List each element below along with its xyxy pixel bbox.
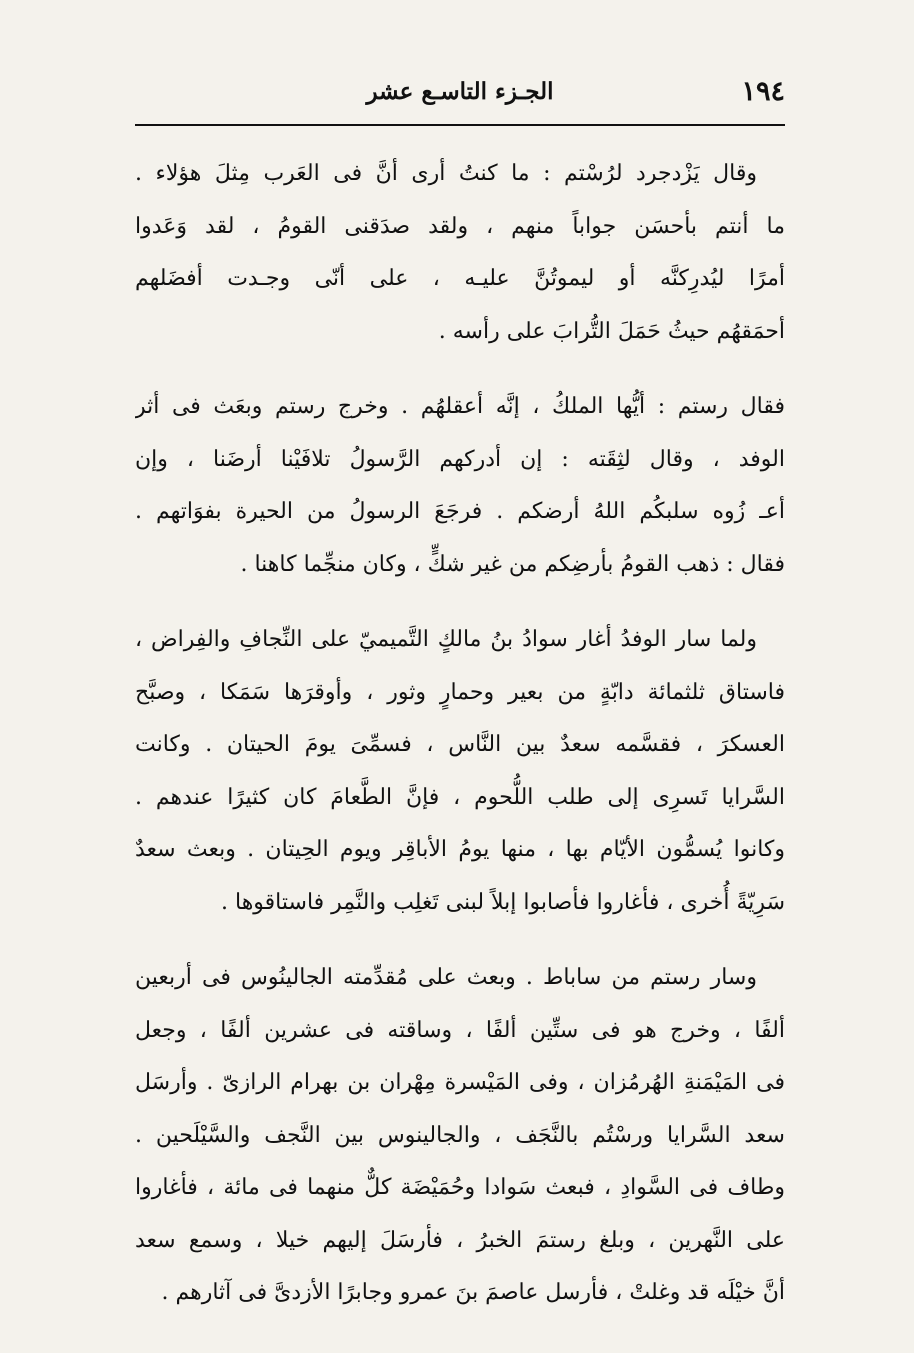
- paragraph: [135, 614, 785, 929]
- text-line: وطاف فى السَّوادِ ، فبعث سَوادا وحُمَيْضَة كلٌّ منهما فى مائة ، فأغاروا: [135, 1175, 785, 1200]
- text-line: أعـ زُوه سلبكُم اللهُ أرضكم . فرجَعَ الرسولُ من الحيرة بفوَاتهم .: [135, 499, 785, 524]
- text-line: أمرًا ليُدرِكنَّه أو ليموتُنَّ عليـه ، على أنّى وجـدت أفضَلهم: [135, 266, 785, 291]
- page-number: ١٩٤: [741, 76, 785, 107]
- text-line: أنَّ خيْلَه قد وغلتْ ، فأرسل عاصمَ بنَ عمرو وجابرًا الأزدىَّ فى آثارهم .: [161, 1280, 785, 1305]
- text-line: على النَّهرين ، وبلغ رستمَ الخبرُ ، فأرسَلَ إليهم خيلا ، وسمع سعد: [135, 1227, 785, 1253]
- text-line: سعد السَّرايا ورسْتُم بالنَّجَف ، والجالينوس بين النَّجف والسَّيْلَحين .: [135, 1122, 785, 1148]
- text-line: العسكرَ ، فقسَّمه سعدٌ بين النَّاس ، فسمِّىَ يومَ الحيتان . وكانت: [135, 732, 785, 757]
- text-line: فاستاق ثلثمائة دابّةٍ من بعير وحمارٍ وثور ، وأوقرَها سَمَكا ، وصبَّح: [135, 679, 785, 705]
- text-line: ما أنتم بأحسَن جواباً منهم ، ولقد صدَقنى القومُ ، لقد وَعَدوا: [135, 213, 785, 239]
- text-line: السَّرايا تَسرِى إلى طلب اللُّحوم ، فإنَّ الطَّعامَ كان كثيرًا عندهم .: [135, 784, 785, 810]
- header-rule: [135, 124, 785, 126]
- text-line: فقال رستم : أيُّها الملكُ ، إنَّه أعقلهُم . وخرج رستم وبعَث فى أثر: [135, 394, 785, 419]
- paragraph: [135, 952, 785, 1320]
- text-line: وسار رستم من ساباط . وبعث على مُقدِّمته الجالينُوس فى أربعين: [135, 965, 757, 990]
- text-line: وكانوا يُسمُّون الأيّام بها ، منها يومُ الأباقِر ويوم الحِيتان . وبعث سعدٌ: [135, 837, 785, 862]
- text-line: أحمَقهُم حيثُ حَمَلَ التُّرابَ على رأسه .: [438, 318, 785, 344]
- running-title: الجـزء التاسـع عشر: [366, 78, 554, 105]
- text-line: الوفد ، وقال لثِقَته : إن أدركهم الرَّسولُ تلافَيْنا أرضَنا ، وإن: [135, 446, 785, 472]
- page-header: [135, 76, 785, 116]
- text-line: سَرِيّةً أُخرى ، فأغاروا فأصابوا إبلاً لبنى تَغلِب والنَّمِر فاستاقوها .: [221, 889, 785, 915]
- text-line: ولما سار الوفدُ أغار سوادُ بنُ مالكٍ التَّميميّ على النِّجافِ والفِراض ،: [135, 627, 757, 652]
- text-line: فى المَيْمَنةِ الهُرمُزان ، وفى المَيْسرة مِهْران بن بهرام الرازىّ . وأرسَل: [135, 1070, 785, 1095]
- text-line: ألفًا ، وخرج هو فى ستِّين ألفًا ، وساقته فى عشرين ألفًا ، وجعل: [135, 1017, 785, 1043]
- paragraph: [135, 381, 785, 591]
- text-line: فقال : ذهب القومُ بأرضِكم من غير شكٍّ ، وكان منجِّما كاهنا .: [240, 551, 785, 577]
- paragraph: [135, 148, 785, 358]
- body-text: [135, 148, 785, 1343]
- text-line: وقال يَزْدجرد لرُسْتم : ما كنتُ أرى أنَّ فى العَرب مِثلَ هؤلاء .: [135, 161, 757, 186]
